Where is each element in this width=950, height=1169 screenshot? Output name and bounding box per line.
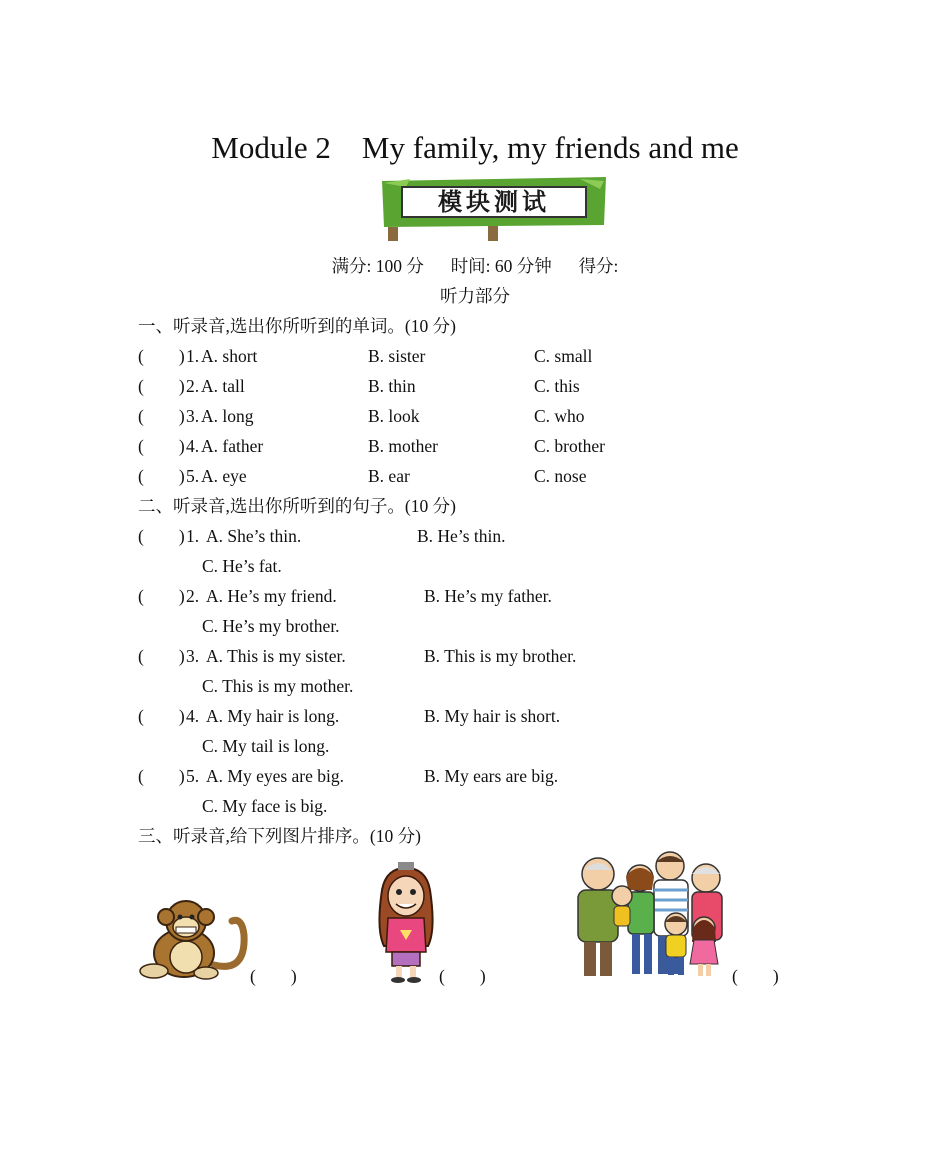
- option-c: C. He’s fat.: [202, 556, 282, 576]
- time-limit: 时间: 60 分钟: [450, 256, 552, 276]
- option-c: C. My face is big.: [202, 796, 328, 816]
- option-c: C. this: [534, 376, 580, 396]
- option-c: C. small: [534, 346, 593, 366]
- answer-blank[interactable]: ( ): [138, 406, 185, 426]
- answer-blank[interactable]: ( ): [138, 466, 185, 486]
- option-a: A. She’s thin.: [206, 526, 302, 546]
- answer-blank[interactable]: ( ): [439, 966, 486, 986]
- answer-blank[interactable]: ( ): [138, 346, 185, 366]
- part3-heading: 三、听录音,给下列图片排序。(10 分): [138, 826, 421, 846]
- score-label: 得分:: [578, 256, 619, 276]
- answer-blank[interactable]: ( ): [250, 966, 297, 986]
- list-item: [138, 401, 184, 431]
- option-a: A. long: [201, 406, 254, 426]
- item-number: 3.: [186, 646, 200, 666]
- list-item: [138, 341, 184, 371]
- option-b: B. He’s my father.: [424, 586, 552, 606]
- family-picture: [560, 850, 734, 984]
- option-c: C. My tail is long.: [202, 736, 330, 756]
- list-item: [138, 461, 184, 491]
- option-a: A. My eyes are big.: [206, 766, 345, 786]
- item-number: 3.: [186, 406, 200, 426]
- option-a: A. This is my sister.: [206, 646, 346, 666]
- list-item: [138, 701, 184, 731]
- answer-blank[interactable]: ( ): [732, 966, 779, 986]
- answer-blank[interactable]: ( ): [138, 376, 185, 396]
- option-c: C. This is my mother.: [202, 676, 354, 696]
- list-item: [138, 521, 184, 551]
- option-c: C. who: [534, 406, 585, 426]
- part2-heading: 二、听录音,选出你所听到的句子。(10 分): [138, 496, 456, 516]
- item-number: 2.: [186, 376, 200, 396]
- option-b: B. mother: [368, 436, 438, 456]
- answer-blank[interactable]: ( ): [138, 526, 185, 546]
- option-a: A. He’s my friend.: [206, 586, 337, 606]
- option-b: B. He’s thin.: [417, 526, 506, 546]
- option-c: C. He’s my brother.: [202, 616, 340, 636]
- option-a: A. short: [201, 346, 258, 366]
- item-number: 4.: [186, 436, 200, 456]
- family-icon: [560, 850, 734, 984]
- option-b: B. sister: [368, 346, 426, 366]
- option-b: B. thin: [368, 376, 416, 396]
- girl-picture: [370, 860, 442, 984]
- item-number: 4.: [186, 706, 200, 726]
- option-c: C. brother: [534, 436, 605, 456]
- option-b: B. My hair is short.: [424, 706, 561, 726]
- list-item: [138, 761, 184, 791]
- monkey-icon: [136, 895, 252, 983]
- item-number: 5.: [186, 766, 200, 786]
- option-a: A. father: [201, 436, 264, 456]
- option-a: A. eye: [201, 466, 247, 486]
- item-number: 2.: [186, 586, 200, 606]
- girl-icon: [370, 860, 442, 984]
- option-a: A. tall: [201, 376, 245, 396]
- page-title: Module 2 My family, my friends and me: [211, 130, 739, 165]
- answer-blank[interactable]: ( ): [138, 436, 185, 456]
- monkey-picture: [136, 895, 252, 983]
- item-number: 1.: [186, 346, 200, 366]
- option-b: B. My ears are big.: [424, 766, 559, 786]
- list-item: [138, 431, 184, 461]
- option-b: B. look: [368, 406, 420, 426]
- list-item: [138, 371, 184, 401]
- list-item: [138, 641, 184, 671]
- list-item: [138, 581, 184, 611]
- item-number: 1.: [186, 526, 200, 546]
- badge-label: 模块测试: [438, 188, 550, 216]
- option-b: B. ear: [368, 466, 410, 486]
- option-a: A. My hair is long.: [206, 706, 340, 726]
- option-c: C. nose: [534, 466, 587, 486]
- answer-blank[interactable]: ( ): [138, 706, 185, 726]
- module-test-badge: [380, 175, 608, 245]
- answer-blank[interactable]: ( ): [138, 646, 185, 666]
- answer-blank[interactable]: ( ): [138, 766, 185, 786]
- section-heading: 听力部分: [440, 286, 510, 306]
- part1-heading: 一、听录音,选出你所听到的单词。(10 分): [138, 316, 456, 336]
- answer-blank[interactable]: ( ): [138, 586, 185, 606]
- option-b: B. This is my brother.: [424, 646, 577, 666]
- item-number: 5.: [186, 466, 200, 486]
- score-line: [0, 251, 950, 281]
- full-score: 满分: 100 分: [331, 256, 424, 276]
